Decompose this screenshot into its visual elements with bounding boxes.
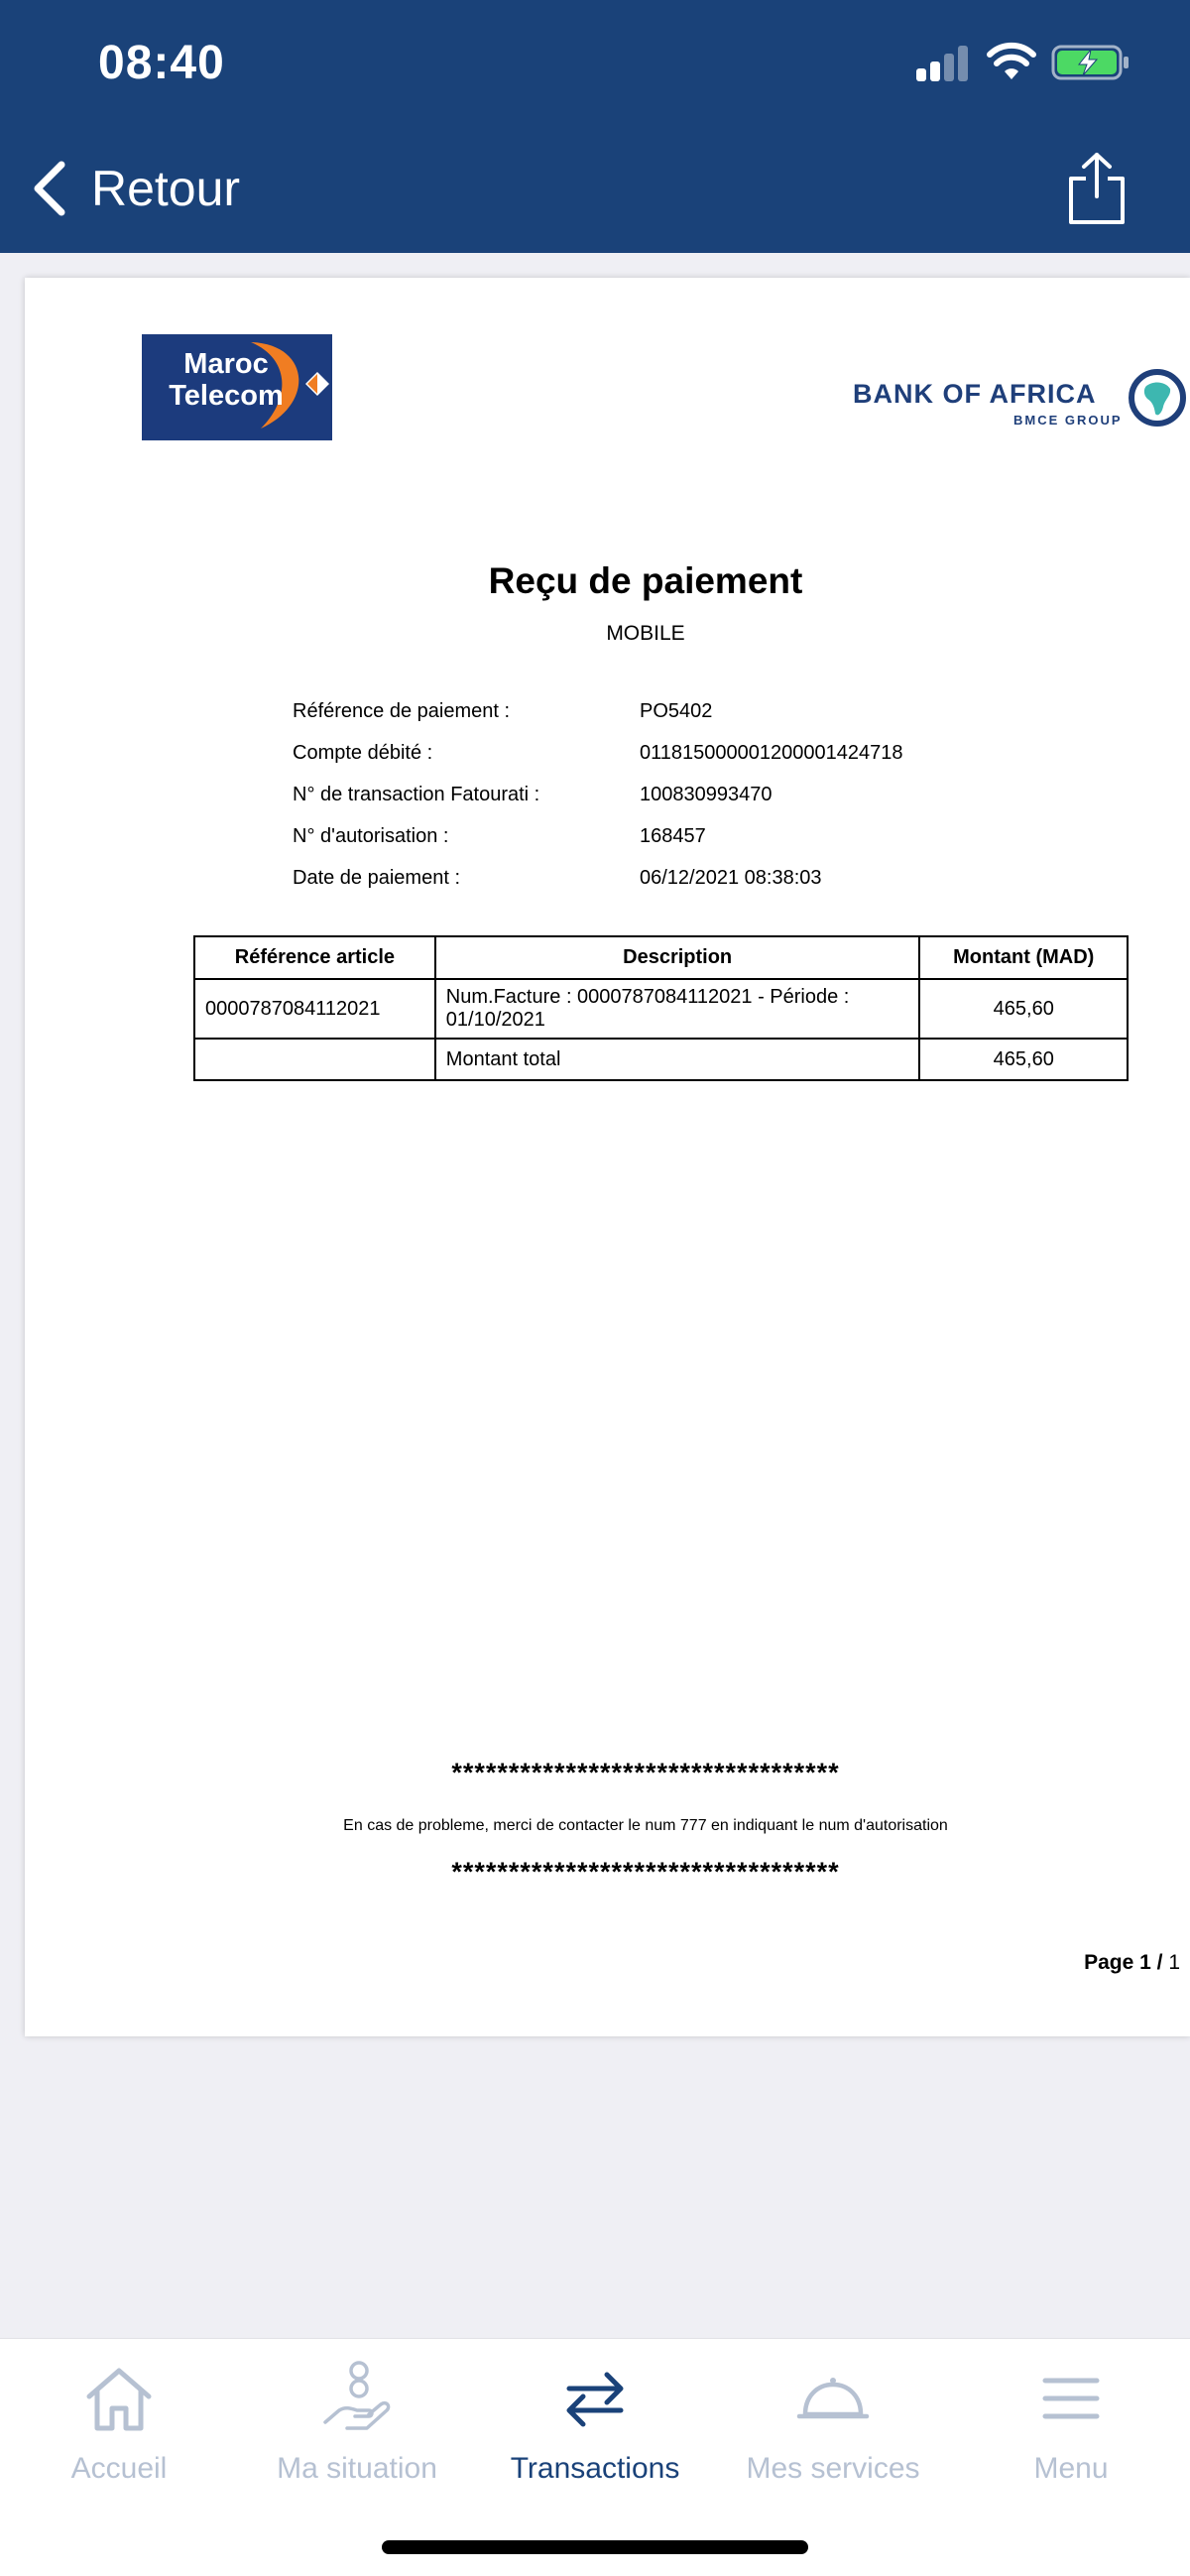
wifi-icon bbox=[986, 40, 1037, 83]
tab-menu[interactable] bbox=[952, 2359, 1190, 2517]
tab-accueil[interactable] bbox=[0, 2359, 238, 2517]
hamburger-icon bbox=[1031, 2359, 1111, 2438]
share-icon[interactable] bbox=[1066, 151, 1128, 226]
back-button[interactable] bbox=[30, 154, 240, 223]
detail-value: 168457 bbox=[640, 825, 706, 847]
home-indicator[interactable] bbox=[382, 2540, 808, 2554]
column-header: Montant (MAD) bbox=[919, 936, 1128, 979]
home-icon bbox=[79, 2359, 159, 2438]
cellular-signal-icon bbox=[916, 46, 970, 81]
hand-coin-icon bbox=[317, 2359, 397, 2438]
stars-divider: ********************************** bbox=[451, 1758, 840, 1787]
transfer-arrows-icon bbox=[555, 2359, 635, 2438]
total-amount: 465,60 bbox=[919, 1039, 1128, 1080]
detail-label: Compte débité : bbox=[293, 742, 433, 764]
bank-name: BANK OF AFRICA bbox=[853, 379, 1097, 409]
empty-cell bbox=[194, 1039, 435, 1080]
detail-value: 011815000001200001424718 bbox=[640, 742, 903, 764]
invoice-table bbox=[193, 935, 1129, 1081]
detail-label: N° de transaction Fatourati : bbox=[293, 784, 540, 805]
tab-transactions[interactable] bbox=[476, 2359, 714, 2517]
status-time: 08:40 bbox=[98, 37, 225, 89]
table-row bbox=[194, 979, 1128, 1039]
page-number bbox=[1084, 1951, 1180, 1975]
stars-divider: ********************************** bbox=[451, 1857, 840, 1887]
bank-of-africa-logo bbox=[853, 369, 1180, 438]
africa-globe-icon bbox=[1129, 369, 1186, 427]
tab-label: Transactions bbox=[510, 2452, 680, 2485]
tab-label: Accueil bbox=[70, 2452, 168, 2485]
tab-label: Mes services bbox=[746, 2452, 920, 2485]
chevron-left-icon bbox=[30, 159, 67, 218]
tab-ma-situation[interactable] bbox=[238, 2359, 476, 2517]
support-notice: En cas de probleme, merci de contacter le num 777 en indiquant le num d'autorisation bbox=[343, 1817, 948, 1834]
tab-mes-services[interactable] bbox=[714, 2359, 952, 2517]
detail-label: Référence de paiement : bbox=[293, 700, 511, 722]
receipt-title: Reçu de paiement bbox=[488, 560, 803, 601]
detail-label: N° d'autorisation : bbox=[293, 825, 449, 847]
tab-label: Ma situation bbox=[277, 2452, 437, 2485]
maroc-telecom-logo-text: Maroc Telecom bbox=[169, 348, 284, 412]
page-total: 1 bbox=[1162, 1951, 1180, 1974]
detail-value: 100830993470 bbox=[640, 784, 773, 805]
maroc-telecom-logo bbox=[142, 334, 332, 440]
page-prefix: Page 1 / bbox=[1084, 1951, 1163, 1974]
receipt-subtitle: MOBILE bbox=[606, 622, 685, 645]
back-label: Retour bbox=[91, 161, 241, 216]
article-description: Num.Facture : 0000787084112021 - Période : 01/10/2021 bbox=[435, 979, 920, 1039]
detail-label: Date de paiement : bbox=[293, 867, 460, 889]
top-bar bbox=[0, 0, 1190, 253]
bank-group: BMCE GROUP bbox=[1013, 413, 1123, 428]
detail-value: 06/12/2021 08:38:03 bbox=[640, 867, 822, 889]
detail-value: PO5402 bbox=[640, 700, 713, 722]
column-header: Référence article bbox=[194, 936, 435, 979]
column-header: Description bbox=[435, 936, 920, 979]
total-label: Montant total bbox=[435, 1039, 920, 1080]
cloche-icon bbox=[793, 2359, 873, 2438]
article-amount: 465,60 bbox=[919, 979, 1128, 1039]
table-total-row bbox=[194, 1039, 1128, 1080]
battery-charging-icon bbox=[1051, 45, 1130, 80]
table-header-row bbox=[194, 936, 1128, 979]
tab-label: Menu bbox=[1033, 2452, 1109, 2485]
article-reference: 0000787084112021 bbox=[194, 979, 435, 1039]
receipt-document bbox=[25, 278, 1190, 2036]
